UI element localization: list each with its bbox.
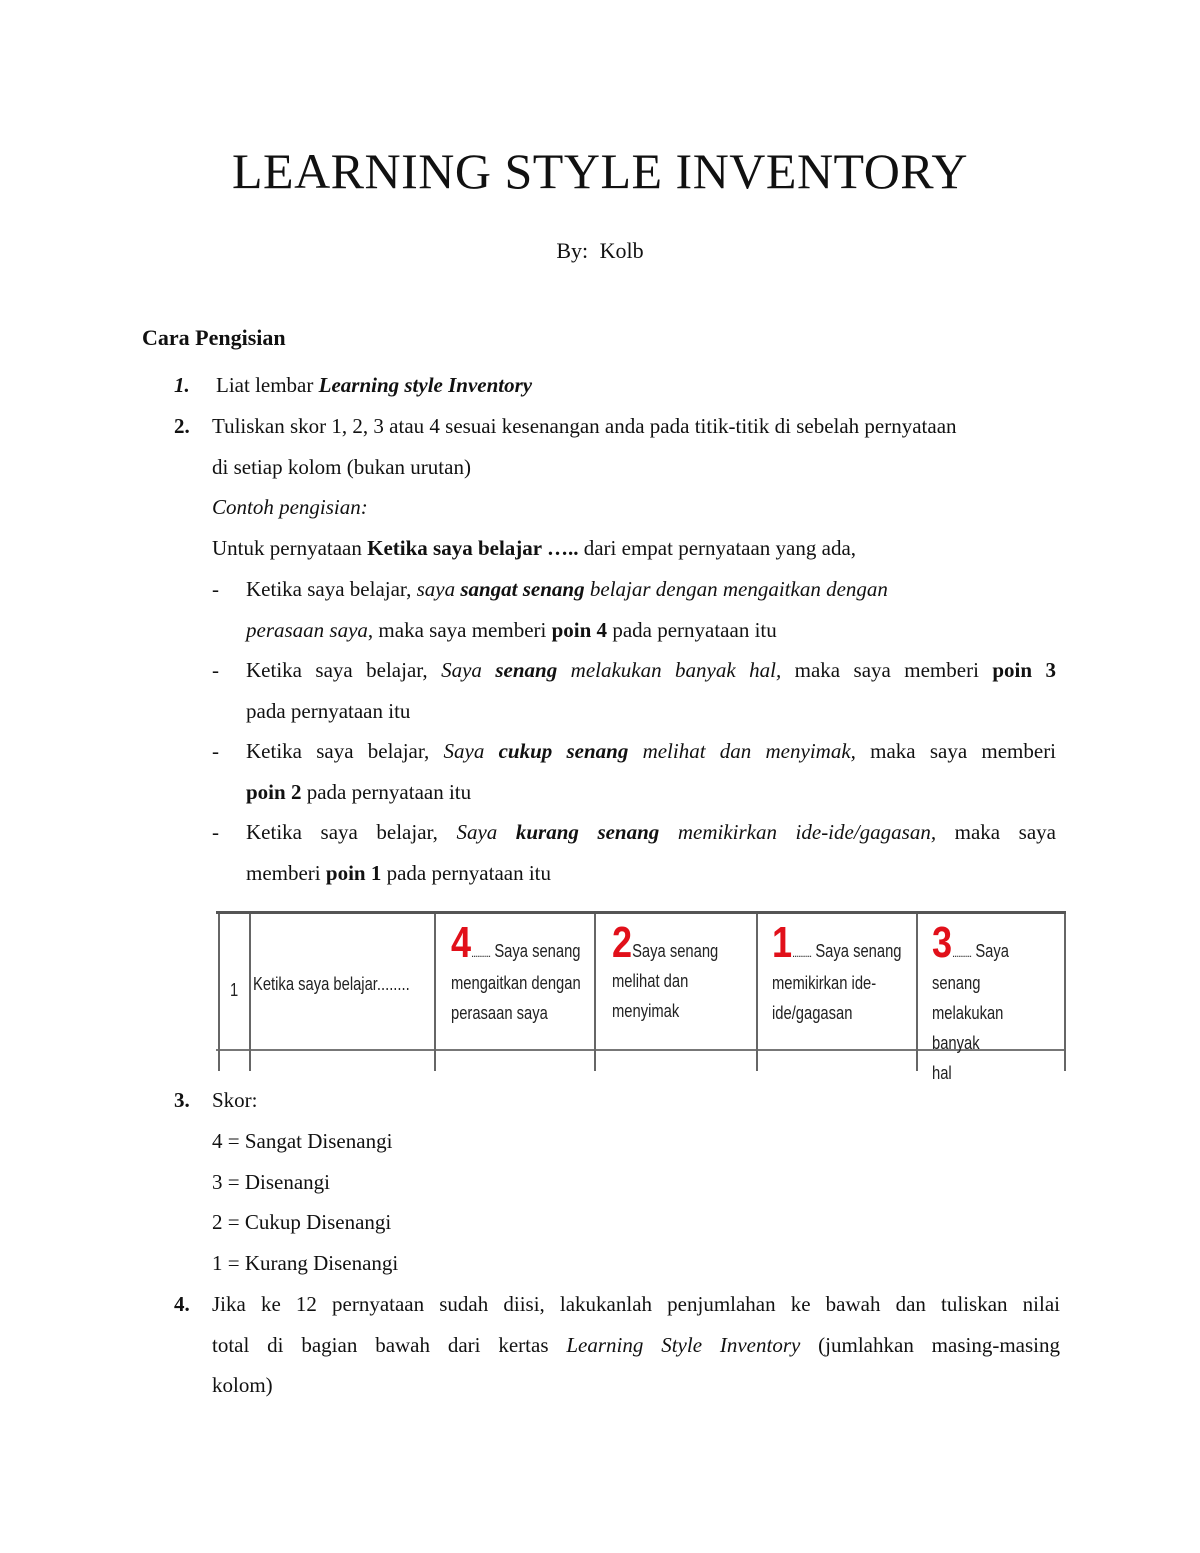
example-label: Contoh pengisian:	[212, 495, 368, 519]
author-byline: By: Kolb	[556, 238, 644, 263]
step-4-line-3: kolom)	[212, 1373, 273, 1397]
table-divider	[756, 914, 758, 1071]
bullet-2-points: poin 3	[992, 658, 1056, 682]
bullet-3-text-3: pada pernyataan itu	[301, 780, 472, 804]
table-score: 4	[451, 918, 472, 967]
section-heading: Cara Pengisian	[142, 325, 286, 350]
example-intro-prefix: Untuk pernyataan	[212, 536, 368, 560]
table-option-text: hal	[932, 1063, 952, 1083]
bullet-4-italic: Saya	[456, 820, 516, 844]
step-2-number: 2.	[174, 414, 190, 438]
bullet-dash: -	[212, 739, 219, 763]
table-option-text: melakukan banyak	[932, 1003, 1004, 1053]
table-option-text: mengaitkan dengan	[451, 973, 581, 993]
bullet-3-line-2	[246, 777, 471, 807]
table-option-cell	[772, 918, 902, 1028]
step-4-text: total di bagian bawah dari kertas	[212, 1333, 567, 1357]
table-option-text: memikirkan ide-	[772, 973, 877, 993]
bullet-3-activity: melihat dan menyimak,	[628, 739, 856, 763]
step-4-number: 4.	[174, 1292, 190, 1316]
table-score: 3	[932, 918, 953, 967]
bullet-3-text-2: maka saya memberi	[855, 739, 1057, 763]
step-3-number: 3.	[174, 1088, 190, 1112]
bullet-4-text: Ketika saya belajar,	[246, 820, 457, 844]
bullet-1-emphasis: sangat senang	[460, 577, 585, 601]
step-2-line-2: di setiap kolom (bukan urutan)	[212, 455, 471, 479]
bullet-4-text-4: pada pernyataan itu	[381, 861, 552, 885]
table-option-text: menyimak	[612, 1001, 680, 1021]
step-4-line-2	[212, 1330, 1060, 1360]
table-dots: ..........	[471, 946, 491, 960]
table-divider	[218, 914, 220, 1071]
table-divider	[1064, 914, 1066, 1071]
score-scale-item: 2 = Cukup Disenangi	[212, 1210, 392, 1234]
bullet-2-activity: melakukan banyak hal,	[557, 658, 782, 682]
bullet-3-line-1	[246, 736, 1056, 766]
table-divider	[434, 914, 436, 1071]
table-option-cell	[451, 918, 581, 1028]
bullet-4-points: poin 1	[325, 861, 382, 885]
bullet-2-italic: Saya	[441, 658, 496, 682]
table-option-text: melihat dan	[612, 971, 689, 991]
bullet-3-emphasis: cukup senang	[498, 739, 629, 763]
table-option-text: Saya senang	[632, 941, 719, 961]
bullet-dash: -	[212, 820, 219, 844]
document-title: LEARNING STYLE INVENTORY	[231, 143, 969, 199]
score-label: Skor:	[212, 1088, 258, 1112]
bullet-1-italic: saya	[416, 577, 461, 601]
table-row-number: 1	[230, 980, 239, 1000]
bullet-4-line-1	[246, 817, 1056, 847]
bullet-dash: -	[212, 577, 219, 601]
step-4-line-1: Jika ke 12 pernyataan sudah diisi, lakukanlah penjumlahan ke bawah dan tuliskan nilai	[212, 1292, 1060, 1316]
table-option-text: Saya senang	[494, 941, 581, 961]
table-divider	[594, 914, 596, 1071]
bullet-2-text-2: maka saya memberi	[781, 658, 993, 682]
bullet-1-text-3: pada pernyataan itu	[607, 618, 777, 642]
table-score: 2	[612, 918, 633, 967]
table-stem: Ketika saya belajar........	[253, 974, 410, 994]
bullet-2-line-1	[246, 655, 1056, 685]
example-intro-bold: Ketika saya belajar …..	[367, 536, 579, 560]
table-option-cell	[932, 918, 1042, 1088]
bullet-4-text-3: memberi	[246, 861, 326, 885]
score-scale-item: 1 = Kurang Disenangi	[212, 1251, 399, 1275]
table-divider	[249, 914, 251, 1071]
table-dots: ..........	[952, 946, 972, 960]
example-intro-suffix: dari empat pernyataan yang ada,	[578, 536, 857, 560]
step-1-number: 1.	[174, 373, 190, 397]
bullet-2-text: Ketika saya belajar,	[246, 658, 442, 682]
step-4-emphasis: Learning Style Inventory	[566, 1333, 801, 1357]
step-1-text	[216, 370, 532, 400]
bullet-3-italic: Saya	[443, 739, 499, 763]
score-scale-item: 3 = Disenangi	[212, 1170, 330, 1194]
bullet-2-emphasis: senang	[495, 658, 558, 682]
bullet-1-activity-cont: perasaan saya	[246, 618, 368, 642]
table-option-text: Saya senang	[815, 941, 902, 961]
bullet-4-text-2: maka saya	[936, 820, 1056, 844]
table-top-border	[216, 911, 1066, 914]
table-option-text: ide/gagasan	[772, 1003, 853, 1023]
table-option-text: Saya senang	[932, 941, 1009, 993]
bullet-1-points: poin 4	[551, 618, 608, 642]
bullet-4-line-2	[246, 858, 551, 888]
table-dots: ..........	[792, 946, 812, 960]
bullet-3-points: poin 2	[246, 780, 302, 804]
bullet-2-line-2: pada pernyataan itu	[246, 699, 411, 723]
bullet-1-text: Ketika saya belajar,	[246, 577, 417, 601]
bullet-1-text-2: , maka saya memberi	[367, 618, 552, 642]
table-option-text: perasaan saya	[451, 1003, 548, 1023]
step-1-emphasis: Learning style Inventory	[318, 373, 533, 397]
bullet-dash: -	[212, 658, 219, 682]
step-1-prefix: Liat lembar	[216, 373, 319, 397]
bullet-1-activity: belajar dengan mengaitkan dengan	[584, 577, 888, 601]
example-table	[216, 911, 1066, 1083]
bullet-1-line-1	[246, 574, 888, 604]
table-option-cell	[612, 918, 719, 1026]
score-scale-item: 4 = Sangat Disenangi	[212, 1129, 393, 1153]
bullet-3-text: Ketika saya belajar,	[246, 739, 444, 763]
step-4-text-2: (jumlahkan masing-masing	[800, 1333, 1060, 1357]
step-2-line-1: Tuliskan skor 1, 2, 3 atau 4 sesuai kesenangan anda pada titik-titik di sebelah pernyataan	[212, 414, 957, 438]
table-divider	[916, 914, 918, 1071]
bullet-1-line-2	[246, 615, 777, 645]
bullet-4-activity: memikirkan ide-ide/gagasan,	[659, 820, 937, 844]
table-score: 1	[772, 918, 793, 967]
bullet-4-emphasis: kurang senang	[515, 820, 660, 844]
example-intro	[212, 533, 856, 563]
